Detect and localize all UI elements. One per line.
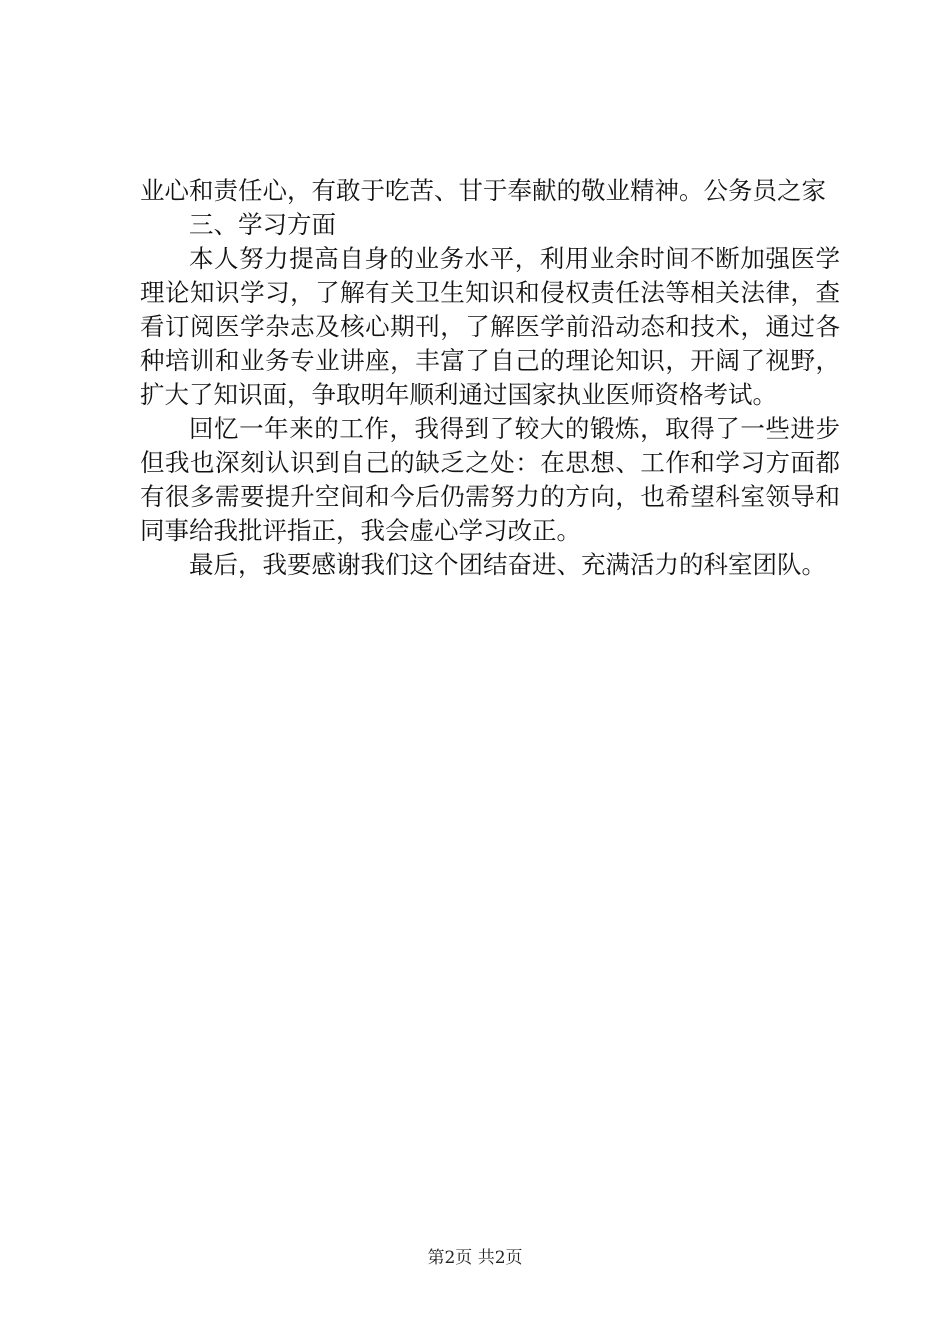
paragraph-study: 本人努力提高自身的业务水平，利用业余时间不断加强医学理论知识学习，了解有关卫生知识和侵权责任法等相关法律，查看订阅医学杂志及核心期刊，了解医学前沿动态和技术，通过各种培训和业务专业讲座，丰富了自己的理论知识，开阔了视野，扩大了知识面，争取明年顺利通过国家执业医师资格考试。 — [140, 244, 840, 409]
document-body — [140, 174, 840, 582]
paragraph-thanks: 最后，我要感谢我们这个团结奋进、充满活力的科室团队。 — [189, 550, 826, 579]
page-number-footer: 第2页 共2页 — [427, 1248, 523, 1268]
paragraph-reflection: 回忆一年来的工作，我得到了较大的锻炼，取得了一些进步但我也深刻认识到自己的缺乏之处：在思想、工作和学习方面都有很多需要提升空间和今后仍需努力的方向，也希望科室领导和同事给我批评指正，我会虚心学习改正。 — [140, 414, 840, 545]
section-heading-study: 三、学习方面 — [189, 210, 336, 239]
paragraph-continuation: 业心和责任心，有敢于吃苦、甘于奉献的敬业精神。公务员之家 — [140, 176, 826, 205]
